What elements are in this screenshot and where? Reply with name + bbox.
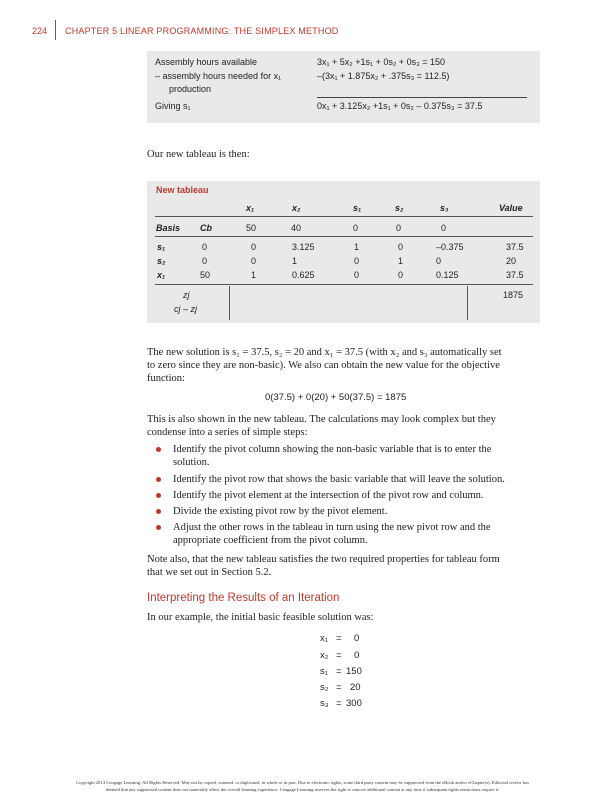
calc-expression: 0x₁ + 3.125x₂ +1s₁ + 0s₂ – 0.375s₃ = 37.5 [317, 101, 483, 111]
text-line: Identify the pivot row that shows the basic variable that will leave the solution. [173, 474, 505, 485]
header-rule [155, 216, 533, 217]
text-line: that we set out in Section 5.2. [147, 567, 272, 578]
objective-equation: 0(37.5) + 0(20) + 50(37.5) = 1875 [265, 392, 407, 403]
zj-rule [155, 284, 533, 285]
table-cell: 37.5 [506, 242, 524, 252]
section-heading: Interpreting the Results of an Iteration [147, 592, 340, 604]
table-cell: 1 [354, 242, 360, 252]
cj-rule [155, 236, 533, 237]
table-cell: 1 [292, 256, 298, 266]
calc-expression: –(3x₁ + 1.875x₂ + .375s₃ = 112.5) [317, 71, 450, 81]
step-item [173, 489, 543, 502]
table-cell: 1 [398, 256, 404, 266]
cb-cell: 50 [200, 270, 211, 280]
text-line: Adjust the other rows in the tableau in turn using the new pivot row and the [173, 522, 491, 533]
text-line: Identify the pivot element at the intersection of the pivot row and column. [173, 490, 484, 501]
col-header-x1: x₁ [246, 203, 255, 213]
copyright-footer-line: Copyright 2014 Cengage Learning. All Rights Reserved. May not be copied, scanned, or duplicated, in whole or in part. Due to electronic rights, some third party content may be suppressed from the eBook and/or eChapter(s). Editorial review has [76, 780, 529, 785]
solution-value: 0 [354, 650, 360, 661]
tableau-title: New tableau [156, 185, 209, 195]
table-cell: 3.125 [292, 242, 315, 252]
table-cell: 37.5 [506, 270, 524, 280]
calc-label: Giving s₁ [155, 101, 191, 111]
solution-value: 0 [354, 633, 360, 644]
text-line: Note also, that the new tableau satisfies the two required properties for tableau form [147, 554, 500, 565]
table-cell: 0 [354, 270, 360, 280]
table-cell: 0 [398, 242, 404, 252]
bullet-icon [156, 505, 164, 513]
calc-label: production [169, 84, 212, 94]
initial-solution-paragraph: In our example, the initial basic feasible solution was: [147, 612, 374, 623]
step-item [173, 443, 543, 469]
table-cell: 1 [251, 270, 257, 280]
text-line: solution. [173, 457, 210, 468]
zj-divider-right [467, 286, 468, 320]
solution-var: s₂ [320, 682, 329, 693]
cb-cell: 0 [202, 242, 208, 252]
text-line: The new solution is s₁ = 37.5, s₂ = 20 and x₁ = 37.5 (with x₂ and s₃ automatically set [147, 347, 502, 358]
chapter-title: CHAPTER 5 LINEAR PROGRAMMING: THE SIMPLEX METHOD [65, 26, 339, 36]
table-cell: –0.375 [436, 242, 464, 252]
solution-value: 300 [346, 698, 362, 709]
page-number: 224 [32, 26, 48, 36]
calc-label: – assembly hours needed for x₁ [155, 71, 282, 81]
table-cell: 20 [506, 256, 517, 266]
text-line: function: [147, 373, 185, 384]
table-cell: 0 [354, 256, 360, 266]
simplex-tableau [147, 181, 540, 323]
bullet-icon [156, 489, 164, 497]
header-divider [55, 20, 56, 40]
col-header-s1: s₁ [353, 203, 362, 213]
cb-cell: 0 [202, 256, 208, 266]
cj-value: 50 [246, 223, 257, 233]
text-line: condense into a series of simple steps: [147, 427, 308, 438]
table-cell: 0 [251, 242, 257, 252]
text-line: to zero since they are non-basic). We also can obtain the new value for the objective [147, 360, 500, 371]
calc-expression: 3x₁ + 5x₂ +1s₁ + 0s₂ + 0s₃ = 150 [317, 57, 446, 67]
note-paragraph [147, 553, 542, 579]
step-item [173, 521, 543, 547]
steps-intro-paragraph [147, 413, 542, 439]
text-line: appropriate coefficient from the pivot column. [173, 535, 368, 546]
cj-value: 0 [441, 223, 447, 233]
solution-var: s₁ [320, 666, 328, 677]
step-item [173, 473, 543, 486]
zj-label: zj [183, 290, 190, 300]
basis-header: Basis [156, 223, 181, 233]
text-line: This is also shown in the new tableau. The calculations may look complex but they [147, 414, 496, 425]
basis-cell: x₁ [157, 270, 166, 280]
cj-zj-label: cj – zj [174, 304, 198, 314]
solution-var: x₂ [320, 650, 329, 661]
table-cell: 0 [398, 270, 404, 280]
calc-rule [317, 97, 527, 98]
basis-cell: s₁ [157, 242, 166, 252]
solution-value: 150 [346, 666, 362, 677]
cj-value: 0 [396, 223, 402, 233]
bullet-icon [156, 521, 164, 529]
bullet-icon [156, 473, 164, 481]
cb-header: Cb [200, 223, 212, 233]
cj-value: 0 [353, 223, 359, 233]
solution-paragraph [147, 346, 542, 385]
table-cell: 0.625 [292, 270, 315, 280]
text-line: Identify the pivot column showing the non-basic variable that is to enter the [173, 444, 492, 455]
table-cell: 0.125 [436, 270, 459, 280]
solution-value: 20 [350, 682, 361, 693]
zj-value: 1875 [503, 290, 524, 300]
intro-text: Our new tableau is then: [147, 149, 250, 160]
bullet-icon [156, 443, 164, 451]
copyright-footer-line: deemed that any suppressed content does not materially affect the overall learning experience. Cengage Learning reserves the right to remove additional content at any time if subsequent rights restrictions require it. [105, 787, 500, 792]
basis-cell: s₂ [157, 256, 166, 266]
zj-divider-left [229, 286, 230, 320]
calc-label: Assembly hours available [155, 57, 258, 67]
col-header-value: Value [499, 203, 523, 213]
col-header-s3: s₃ [440, 203, 449, 213]
col-header-s2: s₂ [395, 203, 404, 213]
table-cell: 0 [251, 256, 257, 266]
cj-value: 40 [291, 223, 302, 233]
col-header-x2: x₂ [292, 203, 301, 213]
text-line: Divide the existing pivot row by the pivot element. [173, 506, 388, 517]
solution-var: s₃ [320, 698, 329, 709]
table-cell: 0 [436, 256, 442, 266]
solution-var: x₁ [320, 633, 328, 644]
step-item [173, 505, 543, 518]
calculation-box [147, 51, 540, 123]
